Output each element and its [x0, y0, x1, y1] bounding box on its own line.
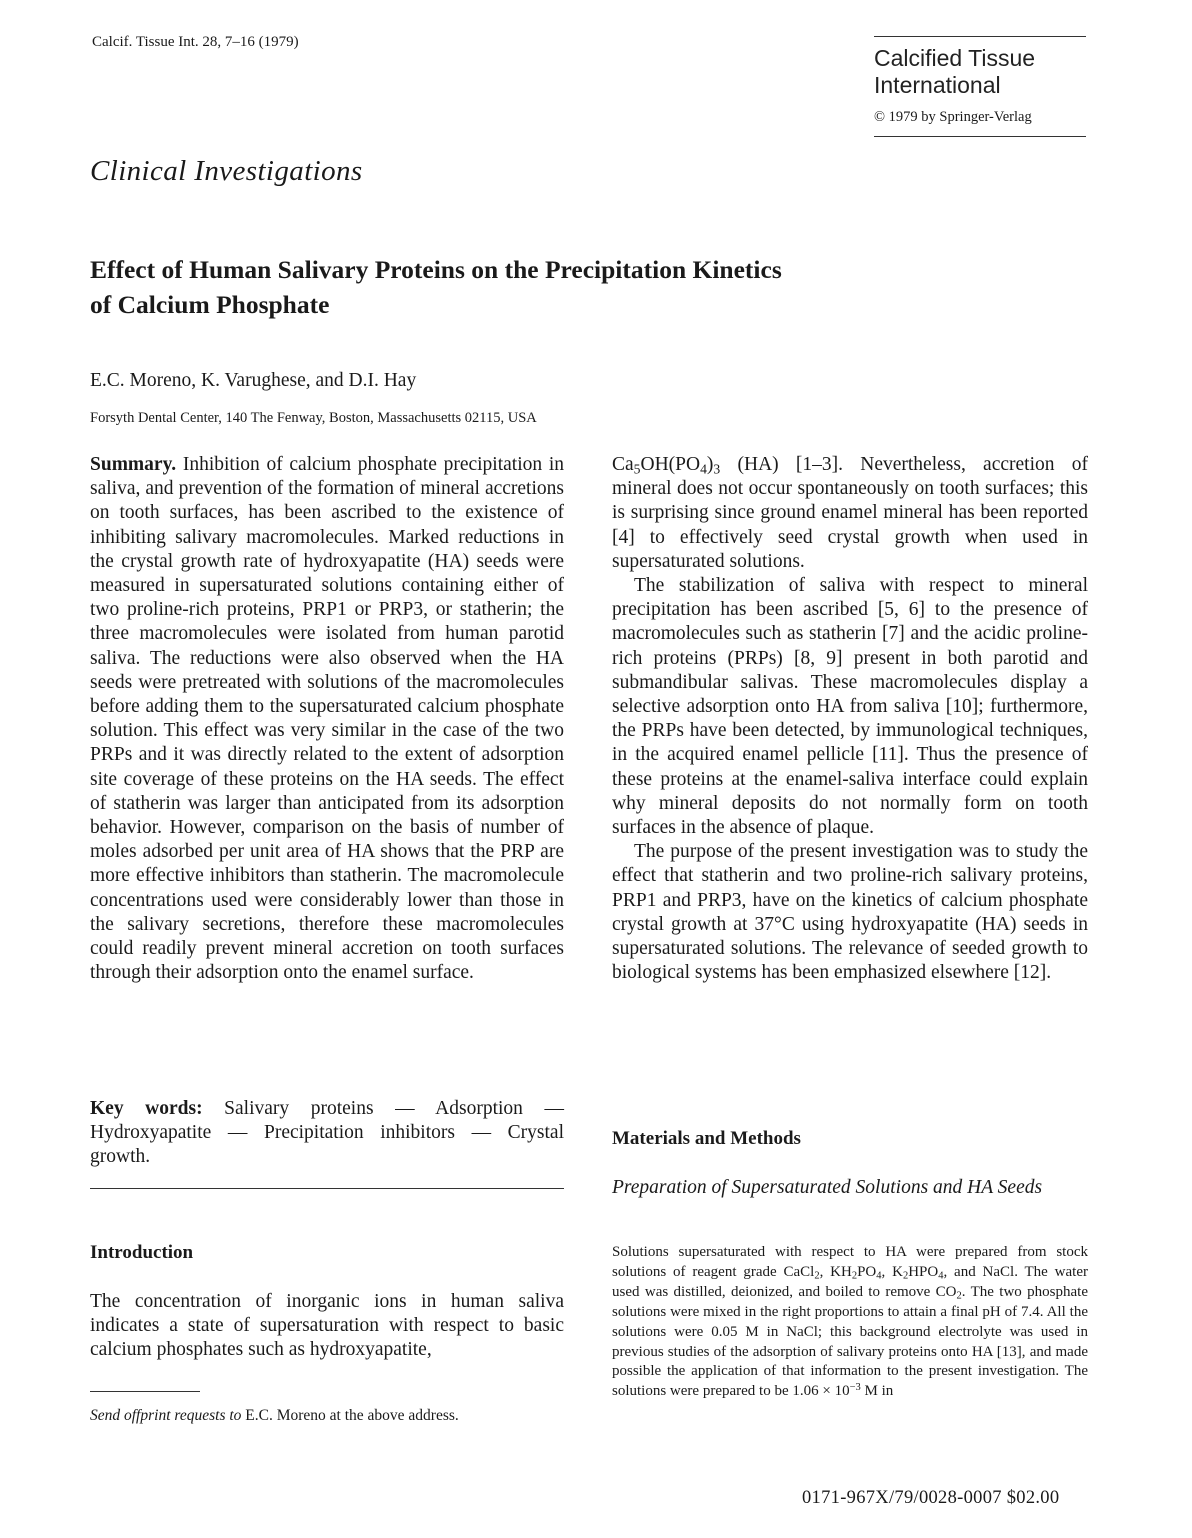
journal-box-bottom-rule: [874, 136, 1086, 137]
price-code: 0171-967X/79/0028-0007 $02.00: [802, 1488, 1060, 1508]
authors: E.C. Moreno, K. Varughese, and D.I. Hay: [90, 370, 417, 391]
introduction-text: [90, 1290, 564, 1363]
materials-methods-heading: Materials and Methods: [612, 1128, 801, 1149]
section-label: Clinical Investigations: [90, 155, 363, 187]
subsection-heading: Preparation of Supersaturated Solutions and HA Seeds: [612, 1177, 1043, 1198]
footnote: [90, 1407, 459, 1425]
right-paragraph-2: The stabilization of saliva with respect to mineral precipitation has been ascribed [5, 6] to the presence of macromolecules such as statherin [7] and the acidic proline-rich proteins (PRPs) [8, 9] present in both parotid and submandibular salivas. These macromolecules display a selective adsorption onto HA from saliva [10]; furthermore, the PRPs have been detected, by immunological techniques, in the acquired enamel pellicle [11]. Thus the presence of these proteins at the enamel-saliva interface could explain why mineral deposits do not normally form on tooth surfaces in the absence of plaque.: [612, 575, 1088, 839]
journal-name-line1: Calcified Tissue: [874, 45, 1036, 71]
introduction-paragraph: The concentration of inorganic ions in human saliva indicates a state of supersaturation with respect to basic calcium phosphates such as hydroxyapatite,: [90, 1291, 564, 1361]
right-paragraph-1: $Ca_5OH(PO_4)_3$ (HA) [1–3]. Nevertheless, accretion of mineral does not occur spontaneously on tooth surfaces; this is surprising since ground enamel mineral has been reported [4] to effectively seed crystal growth when used in supersaturated solutions.: [612, 454, 1088, 572]
title-line-2: of Calcium Phosphate: [90, 290, 330, 319]
affiliation: Forsyth Dental Center, 140 The Fenway, Boston, Massachusetts 02115, USA: [90, 410, 537, 426]
title-line-1: Effect of Human Salivary Proteins on the Precipitation Kinetics: [90, 255, 782, 284]
right-column-text: [612, 453, 1088, 985]
journal-box: [874, 36, 1086, 137]
footnote-text: E.C. Moreno at the above address.: [241, 1407, 459, 1424]
summary-block: [90, 453, 564, 985]
introduction-heading: Introduction: [90, 1242, 194, 1263]
methods-paragraph: Solutions supersaturated with respect to HA were prepared from stock solutions of reagent grade CaCl$_2$, $KH_2PO_4$, $K_2HPO_4$, and NaCl. The water used was distilled, deionized, and boiled to remove $CO_2$. The two phosphate solutions were mixed in the right proportions to attain a final pH of 7.4. All the solutions were 0.05 M in NaCl; this background electrolyte was used in previous studies of the adsorption of salivary proteins onto HA [13], and made possible the application of that information to the present investigation. The solutions were prepared to be $1.06 \times 10^{-3}$ M in: [612, 1244, 1088, 1400]
right-paragraph-3: The purpose of the present investigation was to study the effect that statherin and two proline-rich salivary proteins, PRP1 and PRP3, have on the kinetics of calcium phosphate crystal growth at 37°C using hydroxyapatite (HA) seeds in supersaturated solutions. The relevance of seeded growth to biological systems has been emphasized elsewhere [12].: [612, 841, 1088, 984]
summary-label: Summary.: [90, 454, 177, 475]
journal-box-top-rule: [874, 36, 1086, 37]
keywords-label: Key words:: [90, 1098, 203, 1119]
footnote-italic: Send offprint requests to: [90, 1407, 242, 1424]
summary-text: Inhibition of calcium phosphate precipitation in saliva, and prevention of the formation of mineral accretions on tooth surfaces, has been ascribed to the existence of inhibiting salivary macromolecules. Marked reductions in the crystal growth rate of hydroxyapatite (HA) seeds were measured in supersaturated solutions containing either of two proline-rich proteins, PRP1 or PRP3, or statherin; the three macromolecules were isolated from human parotid saliva. The reductions were also observed when the HA seeds were pretreated with solutions of the macromolecules before adding them to the supersaturated calcium phosphate solution. This effect was very similar in the case of the two PRPs and it was directly related to the extent of adsorption site coverage of these proteins on the HA seeds. The effect of statherin was larger than anticipated from its adsorption behavior. However, comparison on the basis of number of moles adsorbed per unit area of HA shows that the PRP are more effective inhibitors than statherin. The macromolecule concentrations used were considerably lower than those in the salivary secretions, therefore these macromolecules could readily prevent mineral accretion on tooth surfaces through their adsorption onto the enamel surface.: [90, 454, 564, 984]
keywords-block: [90, 1097, 564, 1170]
paper-title: [90, 252, 990, 322]
journal-citation: Calcif. Tissue Int. 28, 7–16 (1979): [92, 34, 299, 50]
footnote-rule: [90, 1391, 200, 1392]
journal-name-line2: International: [874, 72, 1001, 98]
keywords-text: Salivary proteins — Adsorption — Hydroxyapatite — Precipitation inhibitors — Crystal growth.: [90, 1098, 564, 1168]
summary-separator-rule: [90, 1188, 564, 1189]
copyright-notice: © 1979 by Springer-Verlag: [874, 109, 1032, 125]
